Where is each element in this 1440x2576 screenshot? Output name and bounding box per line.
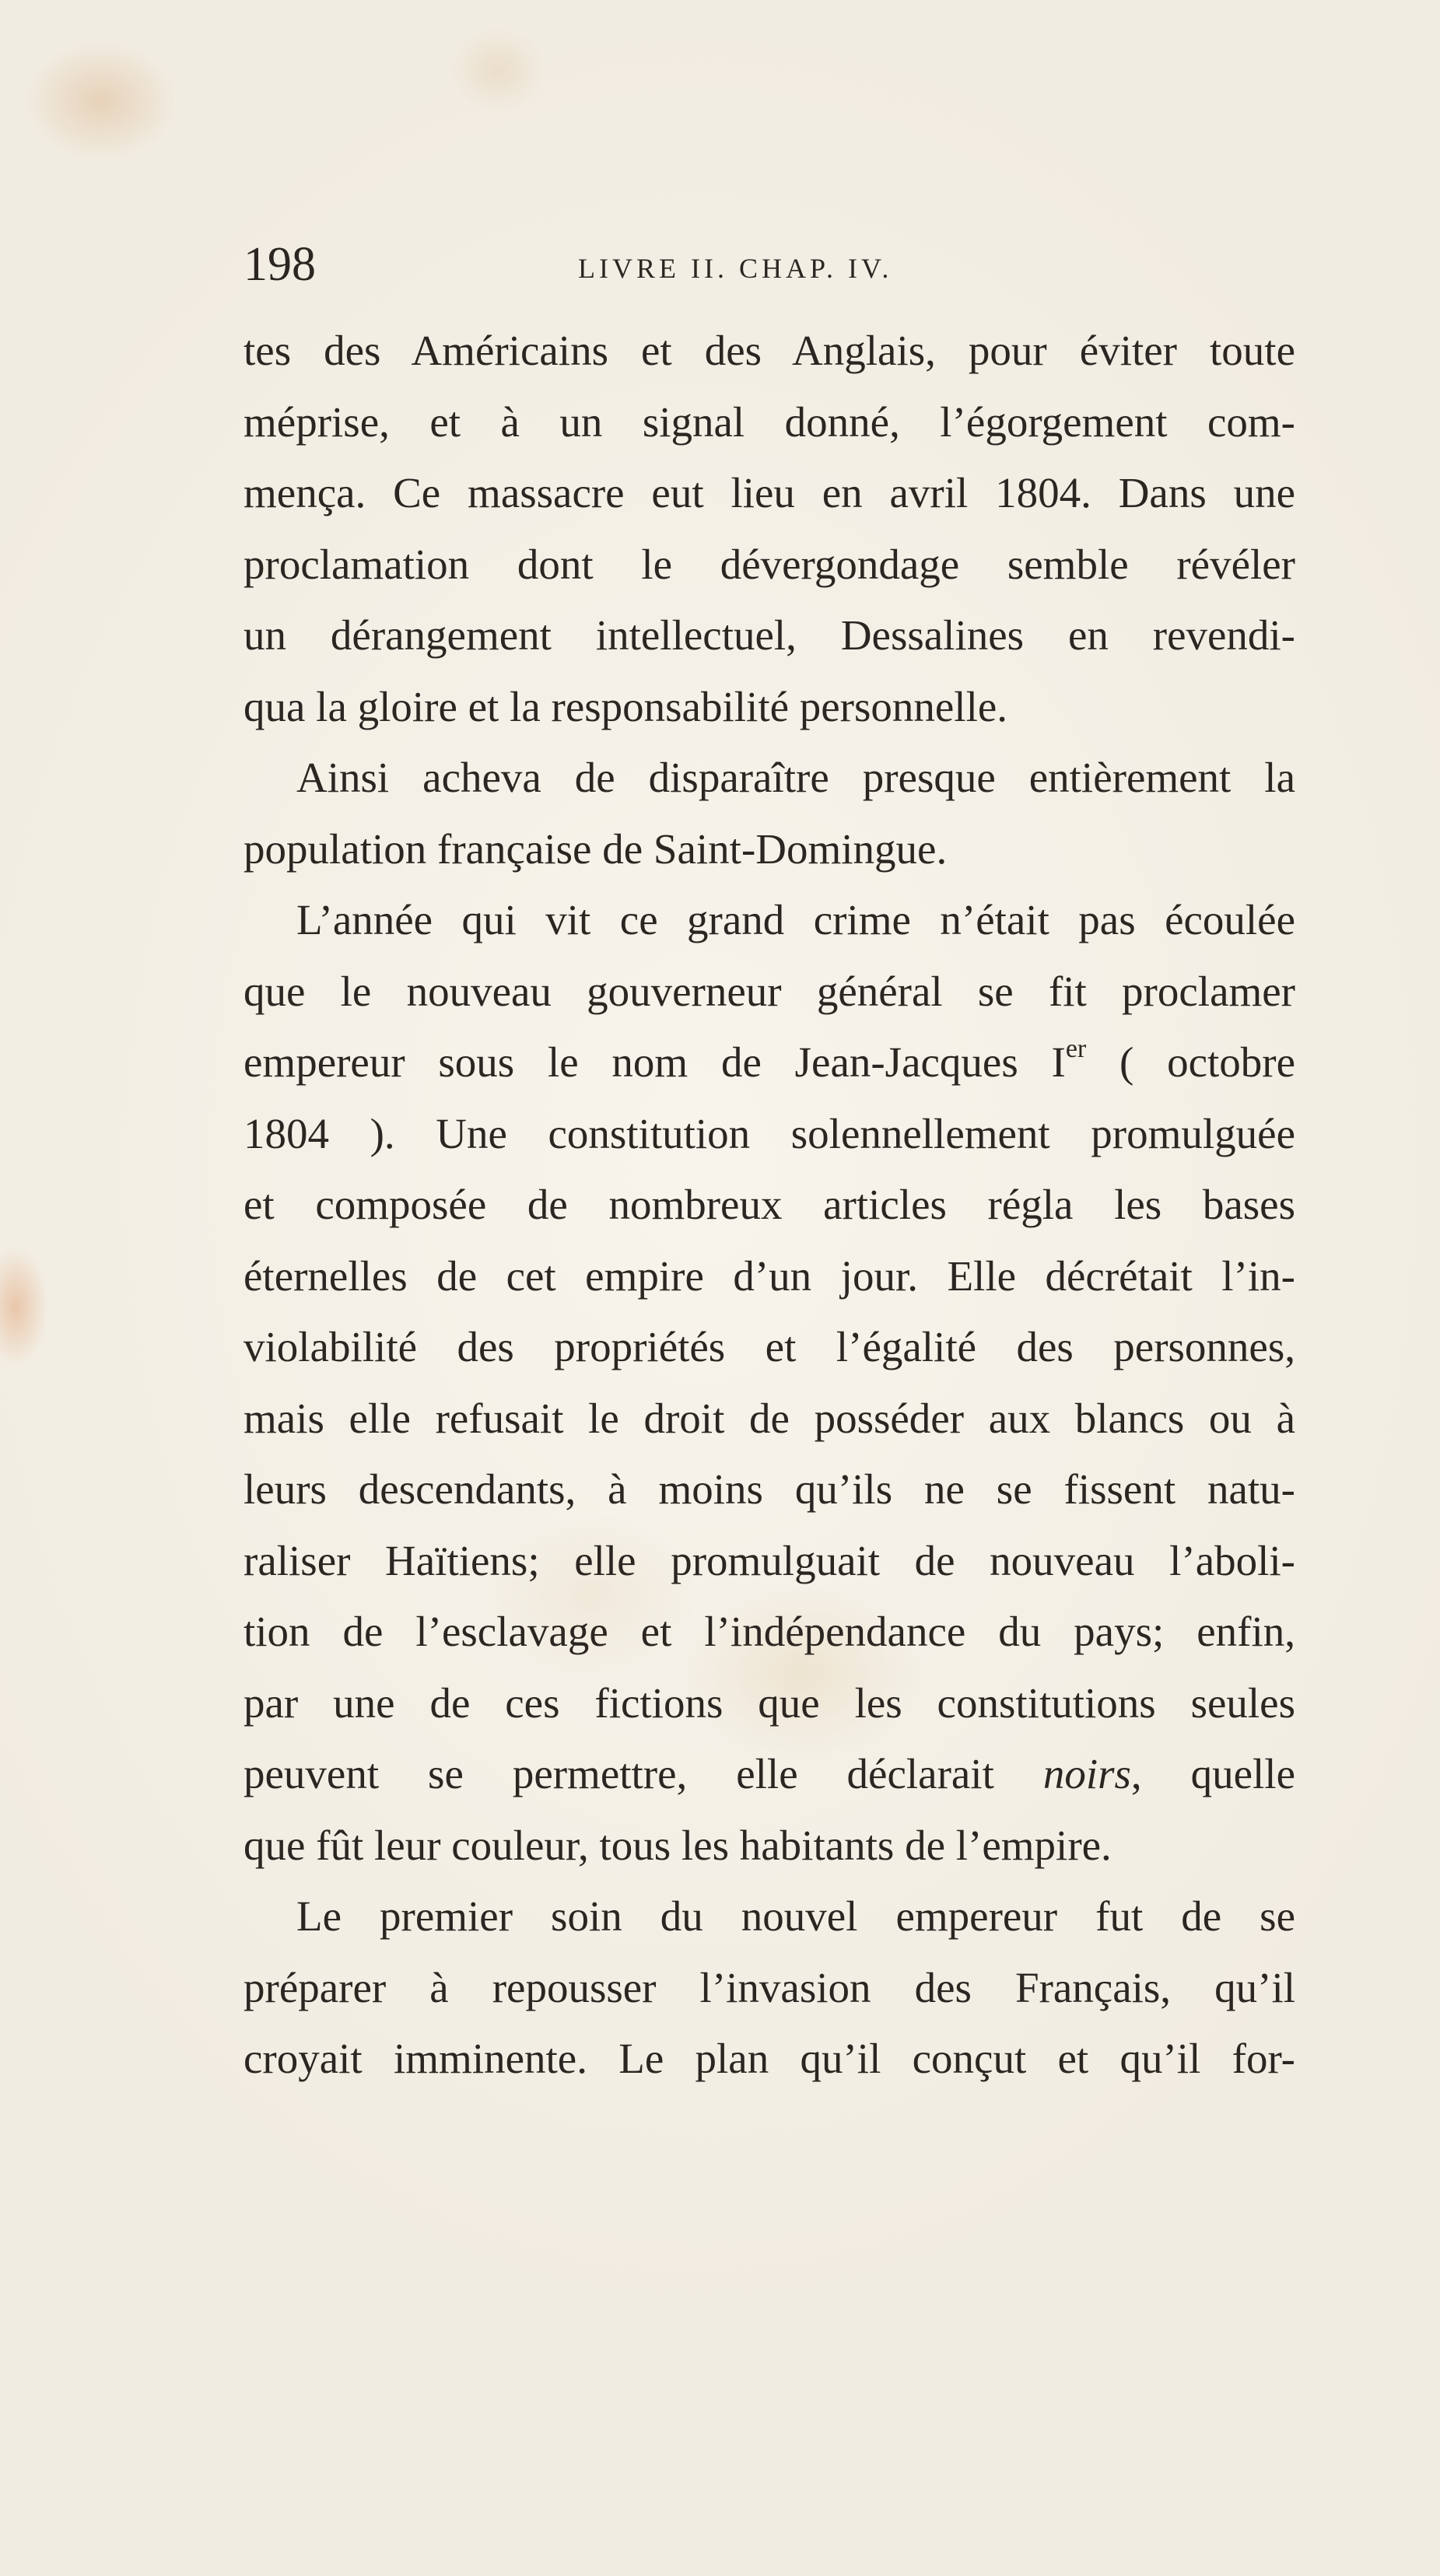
body-text (244, 315, 1295, 2095)
text-line: croyait imminente. Le plan qu’il conçut et qu’il for- (244, 2035, 1295, 2082)
text-line: éternelles de cet empire d’un jour. Elle décrétait l’in- (244, 1251, 1295, 1300)
running-head: LIVRE II. CHAP. IV. (578, 253, 893, 284)
text-line: que le nouveau gouverneur général se fit proclamer (244, 967, 1295, 1015)
page-header (244, 237, 1295, 292)
text-line: leurs descendants, à moins qu’ils ne se fissent natu- (244, 1465, 1295, 1513)
text-line (244, 1738, 1295, 1810)
text-line: Ainsi acheva de disparaître presque entièrement la (296, 754, 1295, 801)
text-line: violabilité des propriétés et l’égalité des personnes, (244, 1323, 1295, 1370)
text-line (244, 1027, 1295, 1098)
text-segment: ( octobre (1086, 1038, 1295, 1086)
text-line: qua la gloire et la responsabilité personnelle. (244, 682, 1008, 730)
text-line: tes des Américains et des Anglais, pour éviter toute (244, 327, 1295, 374)
text-line: que fût leur couleur, tous les habitants de l’empire. (244, 1821, 1112, 1869)
text-line: préparer à repousser l’invasion des Français, qu’il (244, 1963, 1295, 2011)
text-line: proclamation dont le dévergondage semble révéler (244, 540, 1295, 588)
text-line: un dérangement intellectuel, Dessalines en revendi- (244, 611, 1295, 659)
text-segment: peuvent se permettre, elle déclarait (244, 1750, 1043, 1797)
text-segment: empereur sous le nom de Jean-Jacques I (244, 1038, 1066, 1086)
text-line: et composée de nombreux articles régla les bases (244, 1181, 1295, 1228)
text-line: tion de l’esclavage et l’indépendance du pays; enfin, (244, 1608, 1295, 1655)
text-line: population française de Saint-Domingue. (244, 824, 948, 873)
text-line: mais elle refusait le droit de posséder aux blancs ou à (244, 1394, 1295, 1442)
text-segment: , quelle (1130, 1750, 1295, 1797)
text-line: Le premier soin du nouvel empereur fut de se (296, 1892, 1295, 1940)
text-line: mença. Ce massacre eut lieu en avril 1804. Dans une (244, 469, 1295, 516)
text-line: 1804 ). Une constitution solennellement promulguée (244, 1109, 1295, 1157)
text-line: L’année qui vit ce grand crime n’était pas écoulée (296, 896, 1295, 943)
italic-word: noirs (1042, 1750, 1131, 1797)
text-line: méprise, et à un signal donné, l’égorgement com- (244, 397, 1295, 446)
text-line: raliser Haïtiens; elle promulguait de nouveau l’aboli- (244, 1536, 1295, 1584)
text-line: par une de ces fictions que les constitutions seules (244, 1678, 1295, 1727)
page-number: 198 (244, 238, 316, 291)
superscript-er: er (1065, 1034, 1087, 1063)
